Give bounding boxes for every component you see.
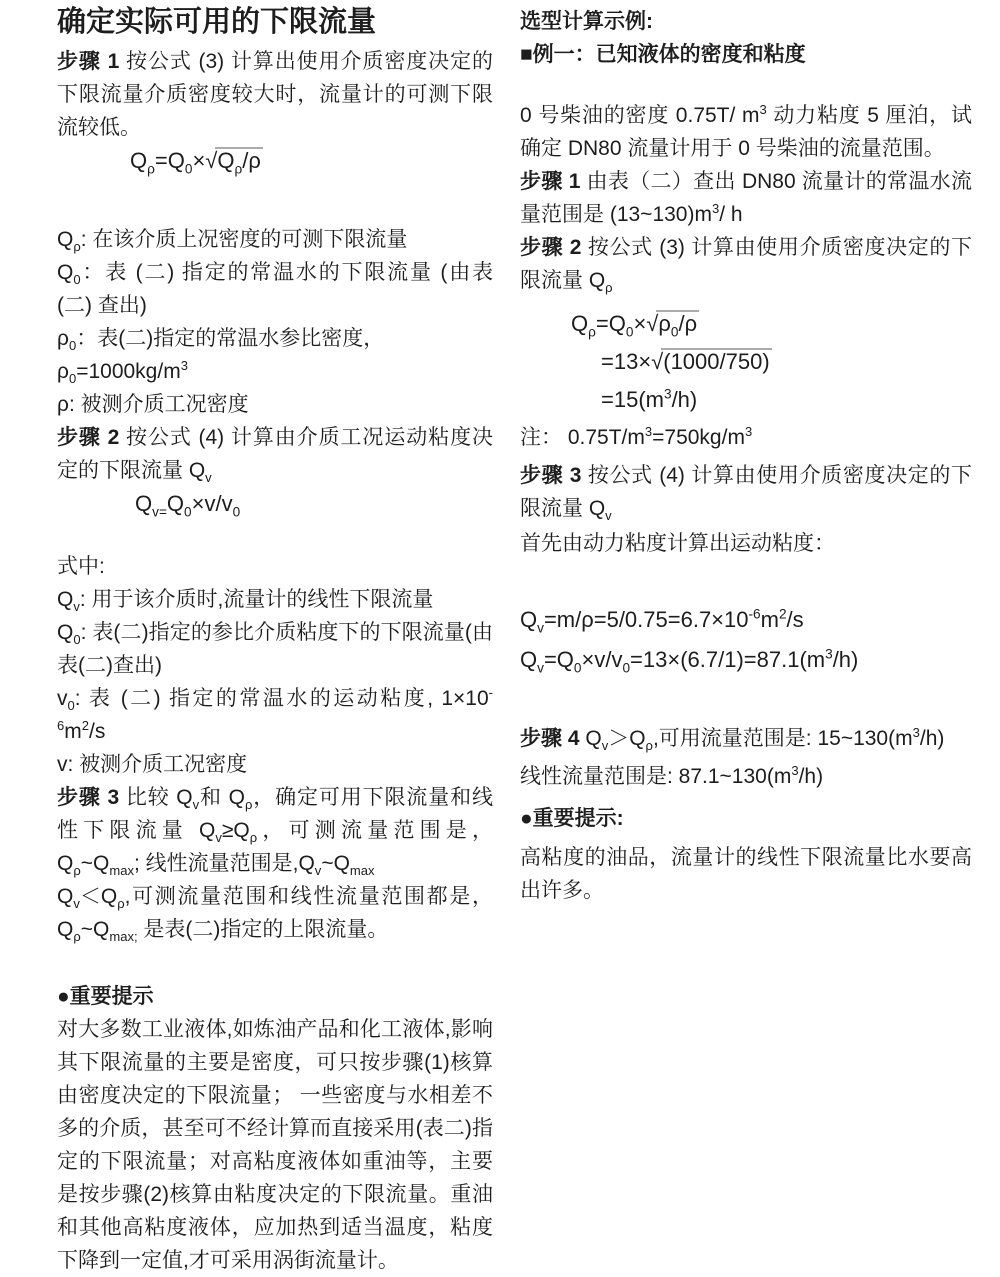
kinematic-intro: 首先由动力粘度计算出运动粘度： — [520, 532, 835, 555]
page-title: 确定实际可用的下限流量 — [57, 6, 377, 38]
definition-q0-viscosity: $Q_0$: 表(二)指定的参比介质粘度下的下限流量(由表(二)查出) — [57, 621, 493, 677]
definition-rho0-label: $\rho_0$：表(二)指定的常温水参比密度， — [57, 327, 385, 354]
right-column — [520, 5, 972, 1277]
definition-rho: ρ: 被测介质工况密度 — [57, 393, 249, 416]
definition-qv: $Q_v$: 用于该介质时,流量计的线性下限流量 — [57, 588, 434, 615]
definition-v0: $v_0$: 表 (二) 指定的常温水的运动粘度, $1\times 10^{-6}m^2/s$ — [57, 685, 493, 743]
density-note: 注： $0.75T/m^3=750kg/m^3$ — [520, 424, 753, 449]
left-step1-paragraph: 步骤 1 按公式 (3) 计算出使用介质密度决定的下限流量介质密度较大时，流量计的可测下限流较低。 — [57, 50, 493, 139]
right-step3-paragraph: 步骤 3 按公式 (4) 计算由使用介质密度决定的下限流量 $Q_v$ — [520, 464, 973, 524]
density-calculation-block — [520, 305, 972, 419]
right-step4-paragraph: 步骤 4 $Q_v>Q_\rho$,可用流量范围是: $15\sim 130(m^3/h)$ — [520, 725, 945, 754]
example-section-header: 选型计算示例: — [520, 10, 653, 33]
where-label: 式中: — [57, 555, 105, 578]
example-intro-paragraph: 0 号柴油的密度 0.75T/ $m^3$ 动力粘度 5 厘泊，试确定 DN80 流量计用于 0 号柴油的流量范围。 — [520, 102, 972, 160]
linear-range-line: 线性流量范围是: $87.1\sim 130(m^3/h)$ — [520, 763, 824, 788]
formula-3-q-rho: $Q_\rho=Q_0\times√Q_\rho/\rho$ — [130, 148, 261, 177]
definition-rho0-value: $\rho_0=1000kg/m^3$ — [57, 358, 188, 387]
right-step1-paragraph: 步骤 1 由表（二）查出 DN80 流量计的常温水流量范围是 $(13\sim 130)m^3/$ h — [520, 170, 972, 226]
viscosity-calc-line-1: $Q_v=m/\rho=5/0.75=6.7\times 10^{-6}m^2/s$ — [520, 606, 804, 636]
example-one-title: ■例一：已知液体的密度和粘度 — [520, 43, 806, 66]
calc-line-2: =13×√(1000/750) — [601, 349, 770, 374]
left-column — [57, 5, 493, 1277]
viscosity-calc-line-2: $Q_v=Q_0\times v/v_0=13\times(6.7/1)=87.1(m^3/h)$ — [520, 646, 859, 676]
right-step2-paragraph: 步骤 2 按公式 (3) 计算由使用介质密度决定的下限流量 $Q_\rho$ — [520, 236, 973, 296]
definition-q-rho: $Q_\rho$: 在该介质上况密度的可测下限流量 — [57, 228, 408, 255]
definition-q0-water: $Q_0$：表 (二) 指定的常温水的下限流量 (由表 (二) 查出) — [57, 261, 493, 317]
left-important-tip-body: 对大多数工业液体,如炼油产品和化工液体,影响其下限流量的主要是密度，可只按步骤(1)核算由密度决定的下限流量； 一些密度与水相差不多的介质，甚至可不经计算而直接采用(表二)指定的下限流量；对高粘度液体如重油等，主要是按步骤(2)核算由粘度决定的下限流量。重油和其他高粘度液体，应加热到适当温度，粘度下降到一定值,才可采用涡街流量计。 — [57, 1018, 493, 1272]
right-important-tip-body: 高粘度的油品，流量计的线性下限流量比水要高出许多。 — [520, 846, 972, 902]
left-step3b-paragraph: $Q_v<Q_\rho$,可测流量范围和线性流量范围都是，$Q_\rho\sim Q_{max;}$ 是表(二)指定的上限流量。 — [57, 885, 493, 945]
formula-4-qv: $Q_{v=}Q_0\times v/v_0$ — [135, 491, 241, 520]
calc-line-1: $Q_\rho=Q_0\times√\rho_0/\rho$ — [571, 311, 698, 340]
calc-line-3: $=15(m^3/h)$ — [601, 386, 698, 412]
left-important-tip-title: ●重要提示 — [57, 985, 154, 1008]
left-step2-paragraph: 步骤 2 按公式 (4) 计算由介质工况运动粘度决定的下限流量 $Q_v$ — [57, 426, 493, 486]
right-important-tip-title: ●重要提示: — [520, 807, 624, 830]
definition-v: v: 被测介质工况密度 — [57, 753, 248, 776]
left-step3-paragraph: 步骤 3 比较 $Q_v$和 $Q_\rho$，确定可用下限流量和线性下限流量 $Q_v\ge Q_\rho$，可测流量范围是，$Q_\rho\sim Q_{max}$; 线性流量范围是$,Q_v\sim Q_{max}$ — [57, 786, 494, 879]
